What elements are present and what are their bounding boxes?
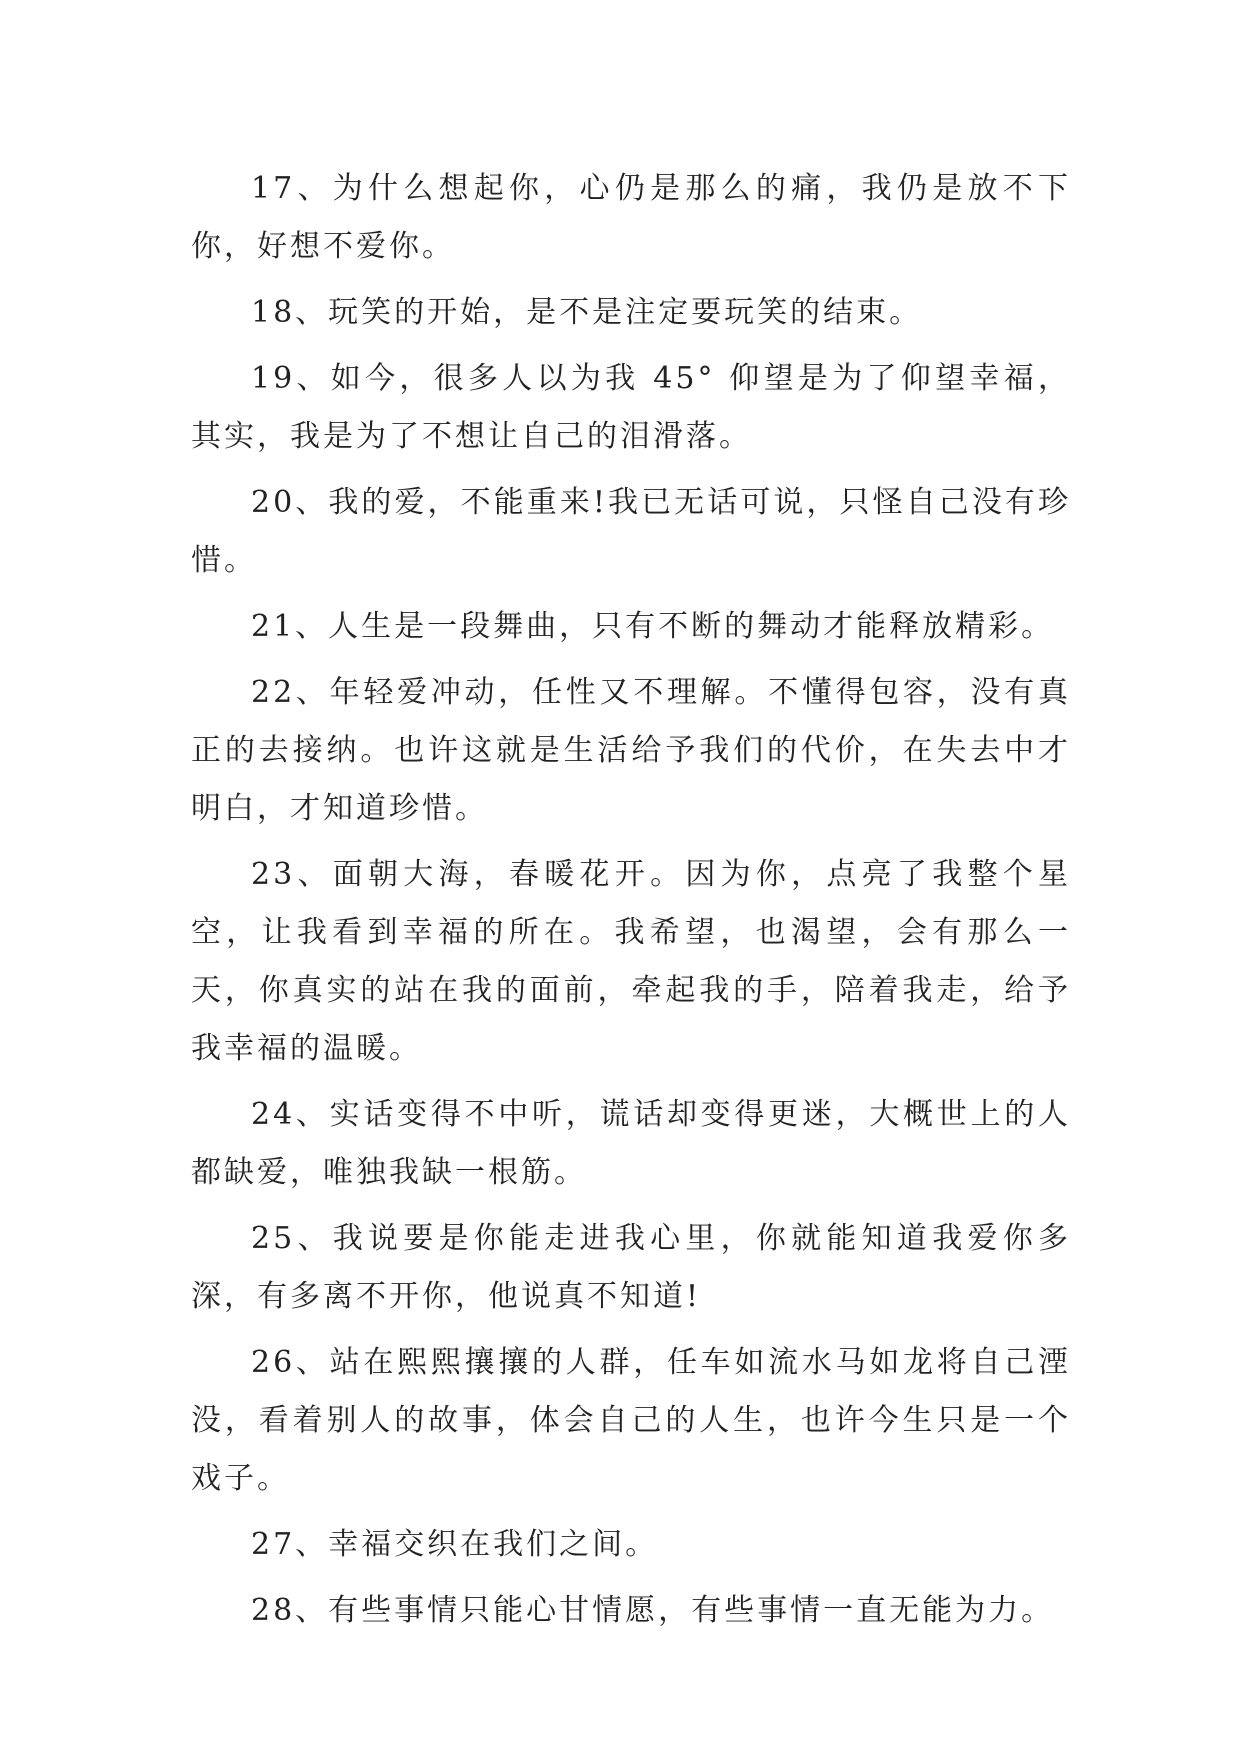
paragraph-28: 28、有些事情只能心甘情愿，有些事情一直无能为力。 bbox=[251, 1593, 1055, 1628]
paragraph-22: 22、年轻爱冲动，任性又不理解。不懂得包容，没有真正的去接纳。也许这就是生活给予我们的代价，在失去中才明白，才知道珍惜。 bbox=[191, 675, 1071, 826]
paragraph-23: 23、面朝大海，春暖花开。因为你，点亮了我整个星空，让我看到幸福的所在。我希望，也渴望，会有那么一天，你真实的站在我的面前，牵起我的手，陪着我走，给予我幸福的温暖。 bbox=[191, 857, 1071, 1066]
paragraph-26: 26、站在熙熙攘攘的人群，任车如流水马如龙将自己湮没，看着别人的故事，体会自己的人生，也许今生只是一个戏子。 bbox=[191, 1345, 1071, 1496]
paragraph-19: 19、如今，很多人以为我 45° 仰望是为了仰望幸福，其实，我是为了不想让自己的泪滑落。 bbox=[191, 361, 1071, 454]
paragraph-24: 24、实话变得不中听，谎话却变得更迷，大概世上的人都缺爱，唯独我缺一根筋。 bbox=[191, 1097, 1071, 1190]
paragraph-27: 27、幸福交织在我们之间。 bbox=[251, 1527, 659, 1562]
paragraph-18: 18、玩笑的开始，是不是注定要玩笑的结束。 bbox=[251, 295, 923, 330]
paragraph-21: 21、人生是一段舞曲，只有不断的舞动才能释放精彩。 bbox=[251, 609, 1055, 644]
paragraph-17: 17、为什么想起你，心仍是那么的痛，我仍是放不下你，好想不爱你。 bbox=[191, 171, 1071, 264]
paragraph-25: 25、我说要是你能走进我心里，你就能知道我爱你多深，有多离不开你，他说真不知道! bbox=[191, 1221, 1071, 1314]
document-body bbox=[191, 160, 1071, 1648]
paragraph-20: 20、我的爱，不能重来!我已无话可说，只怪自己没有珍惜。 bbox=[191, 485, 1071, 578]
